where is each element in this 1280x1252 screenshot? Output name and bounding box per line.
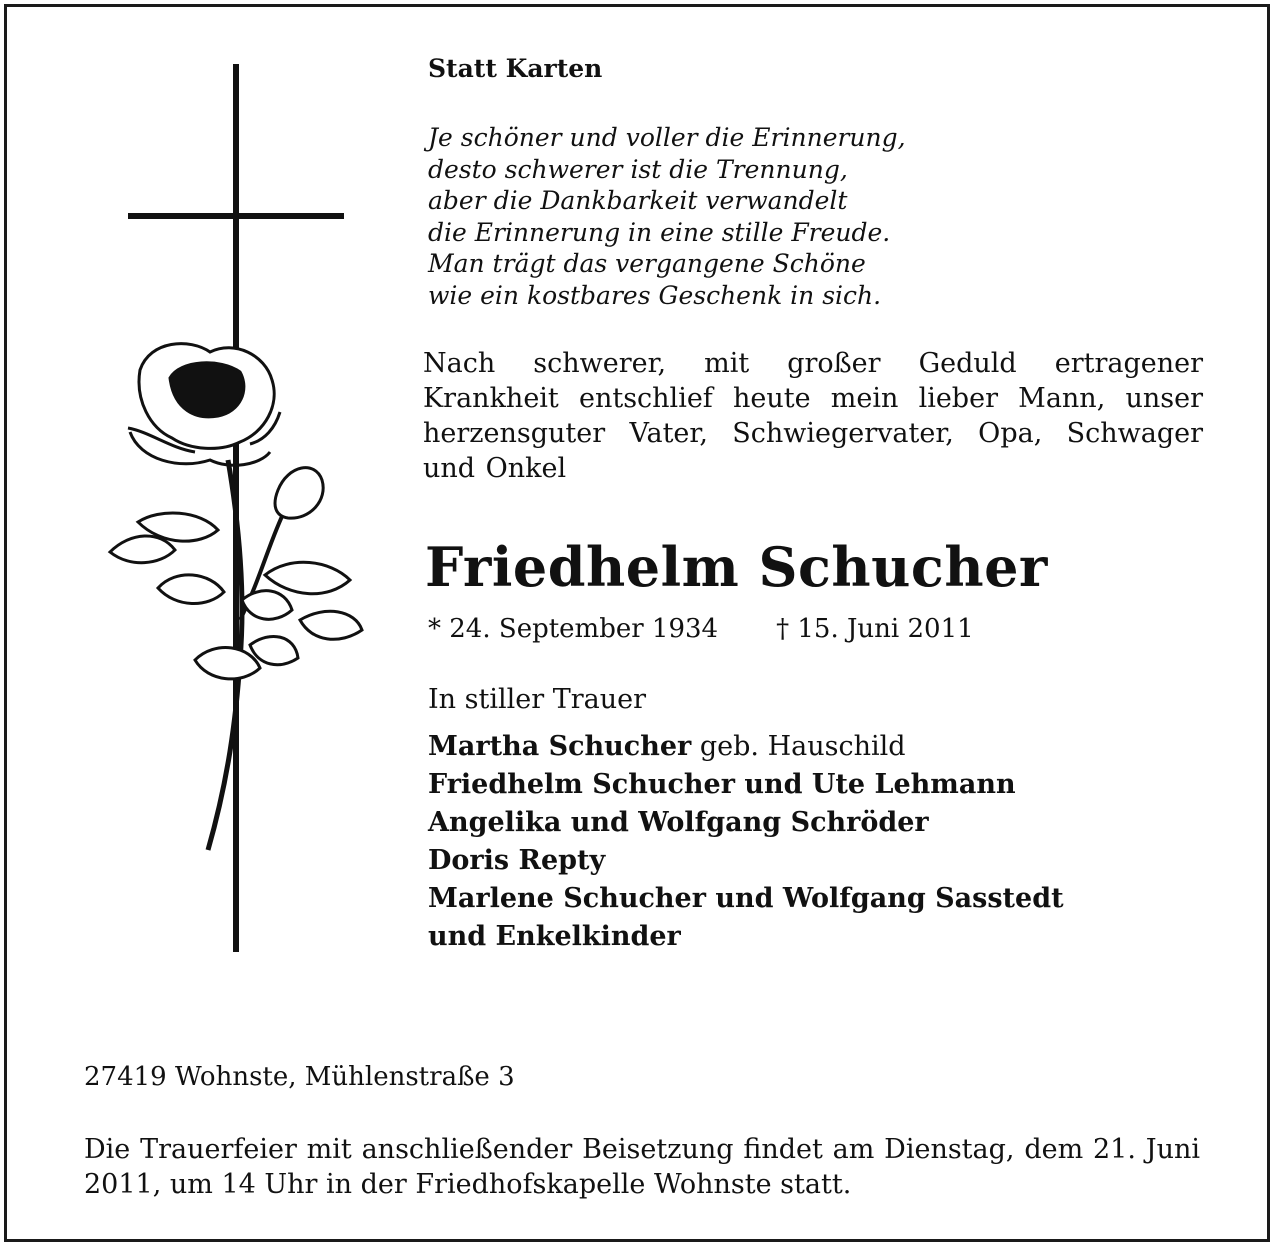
poem-line: die Erinnerung in eine stille Freude. [428, 217, 891, 247]
family-list [428, 728, 1064, 956]
family-line: Marlene Schucher und Wolfgang Sasstedt [428, 883, 1064, 914]
poem-line: desto schwerer ist die Trennung, [428, 154, 848, 184]
poem-line: Je schöner und voller die Erinnerung, [428, 123, 906, 152]
notice-heading: Statt Karten [428, 54, 603, 83]
address: 27419 Wohnste, Mühlenstraße 3 [84, 1062, 515, 1092]
rose-blossom [128, 344, 280, 466]
cross-with-rose-icon [100, 60, 380, 960]
family-line: Doris Repty [428, 845, 606, 876]
funeral-info: Die Trauerfeier mit anschließender Beisetzung findet am Dienstag, dem 21. Juni 2011, um 14 Uhr in der Friedhofskapelle Wohnste statt. [84, 1134, 1200, 1200]
intro-paragraph: Nach schwerer, mit großer Geduld ertragener Krankheit entschlief heute mein lieber Mann, unser herzensguter Vater, Schwiegervater, Opa, Schwager und Onkel [423, 348, 1203, 484]
life-dates [428, 614, 974, 644]
poem-line: aber die Dankbarkeit verwandelt [428, 186, 848, 215]
family-line: Friedhelm Schucher und Ute Lehmann [428, 769, 1016, 800]
family-line [428, 728, 1064, 766]
poem-line: wie ein kostbares Geschenk in sich. [428, 280, 882, 310]
family-name: Martha Schucher [428, 731, 692, 762]
mourning-line: In stiller Trauer [428, 684, 647, 715]
deceased-name: Friedhelm Schucher [425, 535, 1048, 599]
cross-horizontal-beam [128, 213, 344, 219]
memorial-poem [428, 122, 906, 311]
death-date: † 15. Juni 2011 [776, 614, 974, 644]
birth-date: * 24. September 1934 [428, 614, 719, 644]
family-line: Angelika und Wolfgang Schröder [428, 807, 929, 838]
family-line: und Enkelkinder [428, 921, 681, 952]
maiden-name: geb. Hauschild [691, 731, 906, 762]
poem-line: Man trägt das vergangene Schöne [428, 249, 866, 278]
rose-bud [275, 468, 323, 518]
